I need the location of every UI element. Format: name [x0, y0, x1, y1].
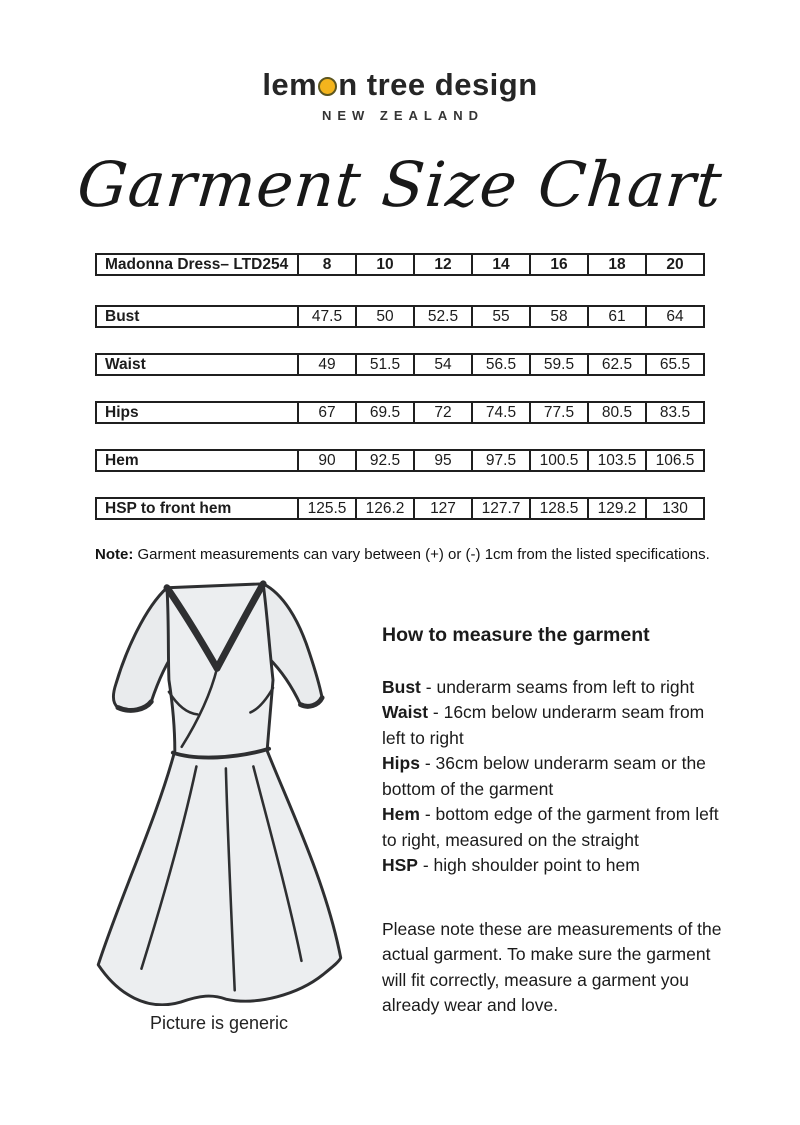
measurement-value-cell: 74.5 [471, 403, 529, 422]
measurement-value-cell: 51.5 [355, 355, 413, 374]
size-header-cell: 12 [413, 255, 471, 274]
measurement-value-cell: 97.5 [471, 451, 529, 470]
measurement-value-cell: 103.5 [587, 451, 645, 470]
howto-term: Waist [382, 702, 429, 723]
measurement-value-cell: 80.5 [587, 403, 645, 422]
measurement-value-cell: 92.5 [355, 451, 413, 470]
note-label: Note: [95, 545, 134, 563]
dress-illustration [85, 574, 353, 1006]
howto-item [382, 853, 722, 879]
measurement-value-cell: 129.2 [587, 499, 645, 518]
howto-term: HSP [382, 855, 418, 876]
measurement-label: Bust [105, 307, 140, 325]
size-header-cell: 10 [355, 255, 413, 274]
measurement-value-cell: 65.5 [645, 355, 703, 374]
measurement-value-cell: 58 [529, 307, 587, 326]
size-table [95, 253, 705, 520]
measurement-value-cell: 95 [413, 451, 471, 470]
measurement-label: Hem [105, 451, 139, 469]
measurement-value-cell: 54 [413, 355, 471, 374]
brand-name-pre: lem [262, 67, 318, 102]
size-table-row [95, 305, 705, 328]
size-header-cell: 18 [587, 255, 645, 274]
size-table-row [95, 449, 705, 472]
howto-heading: How to measure the garment [382, 623, 650, 646]
howto-term: Hem [382, 804, 420, 825]
measurement-value-cell: 126.2 [355, 499, 413, 518]
dress-caption: Picture is generic [149, 1012, 289, 1033]
measurement-value-cell: 56.5 [471, 355, 529, 374]
size-header-cell: 20 [645, 255, 703, 274]
measurement-value-cell: 100.5 [529, 451, 587, 470]
howto-footnote: Please note these are measurements of the actual garment. To make sure the garment will fit correctly, measure a garment you already wear and love. [382, 918, 722, 1016]
measurement-value-cell: 52.5 [413, 307, 471, 326]
dress-sketch [98, 584, 341, 1005]
measurement-value-cell: 59.5 [529, 355, 587, 374]
howto-desc: - high shoulder point to hem [422, 855, 640, 876]
size-table-header-row [95, 253, 705, 276]
measurement-value-cell: 90 [297, 451, 355, 470]
lemon-dot-icon [318, 77, 337, 96]
measurement-value-cell: 67 [297, 403, 355, 422]
page-title: Garment Size Chart [74, 148, 726, 222]
measurement-value-cell: 77.5 [529, 403, 587, 422]
measurement-label: Waist [105, 355, 146, 373]
measurement-value-cell: 50 [355, 307, 413, 326]
brand-logo [0, 0, 800, 123]
howto-item [382, 751, 722, 802]
howto-definitions [382, 675, 722, 879]
measurement-value-cell: 106.5 [645, 451, 703, 470]
measurement-value-cell: 130 [645, 499, 703, 518]
note-text: Garment measurements can vary between (+) or (-) 1cm from the listed specifications. [137, 545, 710, 563]
howto-column [360, 574, 722, 1034]
measurement-value-cell: 127.7 [471, 499, 529, 518]
measurement-value-cell: 47.5 [297, 307, 355, 326]
howto-desc: - 16cm below underarm seam from left to right [382, 702, 705, 748]
howto-desc: - underarm seams from left to right [425, 676, 695, 697]
measurement-value-cell: 49 [297, 355, 355, 374]
measurement-label: Hips [105, 403, 139, 421]
brand-name-post: n tree design [338, 67, 538, 102]
size-header-cell: 16 [529, 255, 587, 274]
size-table-row [95, 497, 705, 520]
brand-country: NEW ZEALAND [321, 108, 485, 124]
measurement-value-cell: 69.5 [355, 403, 413, 422]
howto-term: Bust [382, 676, 421, 697]
product-name: Madonna Dress– LTD254 [105, 255, 289, 273]
measurement-value-cell: 72 [413, 403, 471, 422]
measurement-value-cell: 55 [471, 307, 529, 326]
howto-item [382, 802, 722, 853]
size-table-row [95, 401, 705, 424]
measurement-value-cell: 62.5 [587, 355, 645, 374]
measurement-value-cell: 128.5 [529, 499, 587, 518]
note [95, 546, 730, 563]
howto-term: Hips [382, 753, 420, 774]
howto-desc: - 36cm below underarm seam or the bottom of the garment [382, 753, 706, 799]
measurement-value-cell: 61 [587, 307, 645, 326]
measurement-value-cell: 64 [645, 307, 703, 326]
brand-name [0, 68, 800, 102]
dress-column [85, 574, 360, 1034]
howto-item [382, 675, 722, 701]
content-section [85, 574, 725, 1034]
size-header-cell: 8 [297, 255, 355, 274]
measurement-value-cell: 127 [413, 499, 471, 518]
measurement-label: HSP to front hem [105, 499, 232, 517]
size-header-cell: 14 [471, 255, 529, 274]
howto-desc: - bottom edge of the garment from left to right, measured on the straight [382, 804, 719, 850]
measurement-value-cell: 83.5 [645, 403, 703, 422]
size-table-row [95, 353, 705, 376]
measurement-value-cell: 125.5 [297, 499, 355, 518]
howto-item [382, 700, 722, 751]
